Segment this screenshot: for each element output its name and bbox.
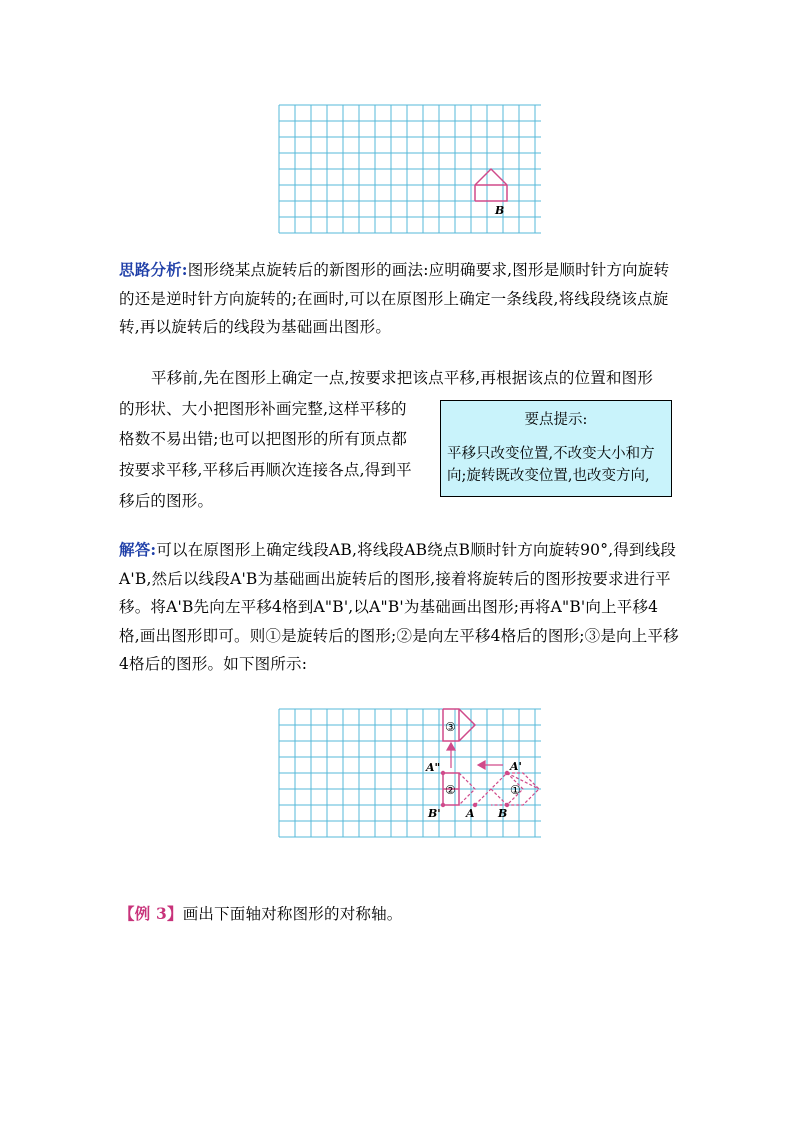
- arrow-left: [478, 761, 503, 769]
- tip-body: 平移只改变位置,不改变大小和方向;旋转既改变位置,也改变方向,: [447, 446, 655, 484]
- translation-line-4: 按要求平移,平移后再顺次连接各点,得到平: [119, 461, 412, 479]
- label-b: B: [498, 807, 508, 820]
- circled-1: ①: [510, 783, 521, 797]
- grid-figure-2: [278, 708, 544, 840]
- answer-label: 解答:: [119, 540, 157, 559]
- translation-line-2: 的形状、大小把图形补画完整,这样平移的: [119, 400, 407, 418]
- tip-box: [440, 400, 672, 497]
- house-shape: [475, 169, 507, 201]
- translation-line-5: 移后的图形。: [119, 492, 214, 510]
- example-line: [119, 900, 679, 929]
- label-b-prime: B': [428, 807, 441, 820]
- analysis-paragraph: [119, 256, 679, 342]
- grid-figure-1: [278, 104, 544, 236]
- translation-line-1: 平移前,先在图形上确定一点,按要求把该点平移,再根据该点的位置和图形: [151, 369, 654, 387]
- example-text: 画出下面轴对称图形的对称轴。: [182, 905, 403, 923]
- arrow-up: [447, 743, 455, 768]
- circled-2: ②: [445, 783, 456, 797]
- answer-text: 可以在原图形上确定线段AB,将线段AB绕点B顺时针方向旋转90°,得到线段A'B,然后以线段A'B为基础画出旋转后的图形,接着将旋转后的图形按要求进行平移。将A'B先向左平移4格到A"B',以A"B'为基础画出图形;再将A"B'向上平移4格,画出图形即可。则①是旋转后的图形;②是向左平移4格后的图形;③是向上平移4格后的图形。如下图所示:: [119, 541, 679, 673]
- label-b: B: [495, 204, 505, 217]
- circled-3: ③: [445, 720, 456, 734]
- analysis-label: 思路分析:: [119, 260, 188, 279]
- label-a: A: [466, 807, 475, 820]
- translation-line-3: 格数不易出错;也可以把图形的所有顶点都: [119, 430, 408, 448]
- label-a-prime: A': [510, 760, 522, 773]
- tip-title: 要点提示:: [524, 412, 588, 428]
- analysis-text: 图形绕某点旋转后的新图形的画法:应明确要求,图形是顺时针方向旋转的还是逆时针方向旋转的;在画时,可以在原图形上确定一条线段,将线段绕该点旋转,再以旋转后的线段为基础画出图形。: [119, 261, 670, 336]
- label-a-double-prime: A": [426, 761, 441, 774]
- answer-paragraph: [119, 536, 679, 679]
- example-label: 【例 3】: [119, 904, 183, 923]
